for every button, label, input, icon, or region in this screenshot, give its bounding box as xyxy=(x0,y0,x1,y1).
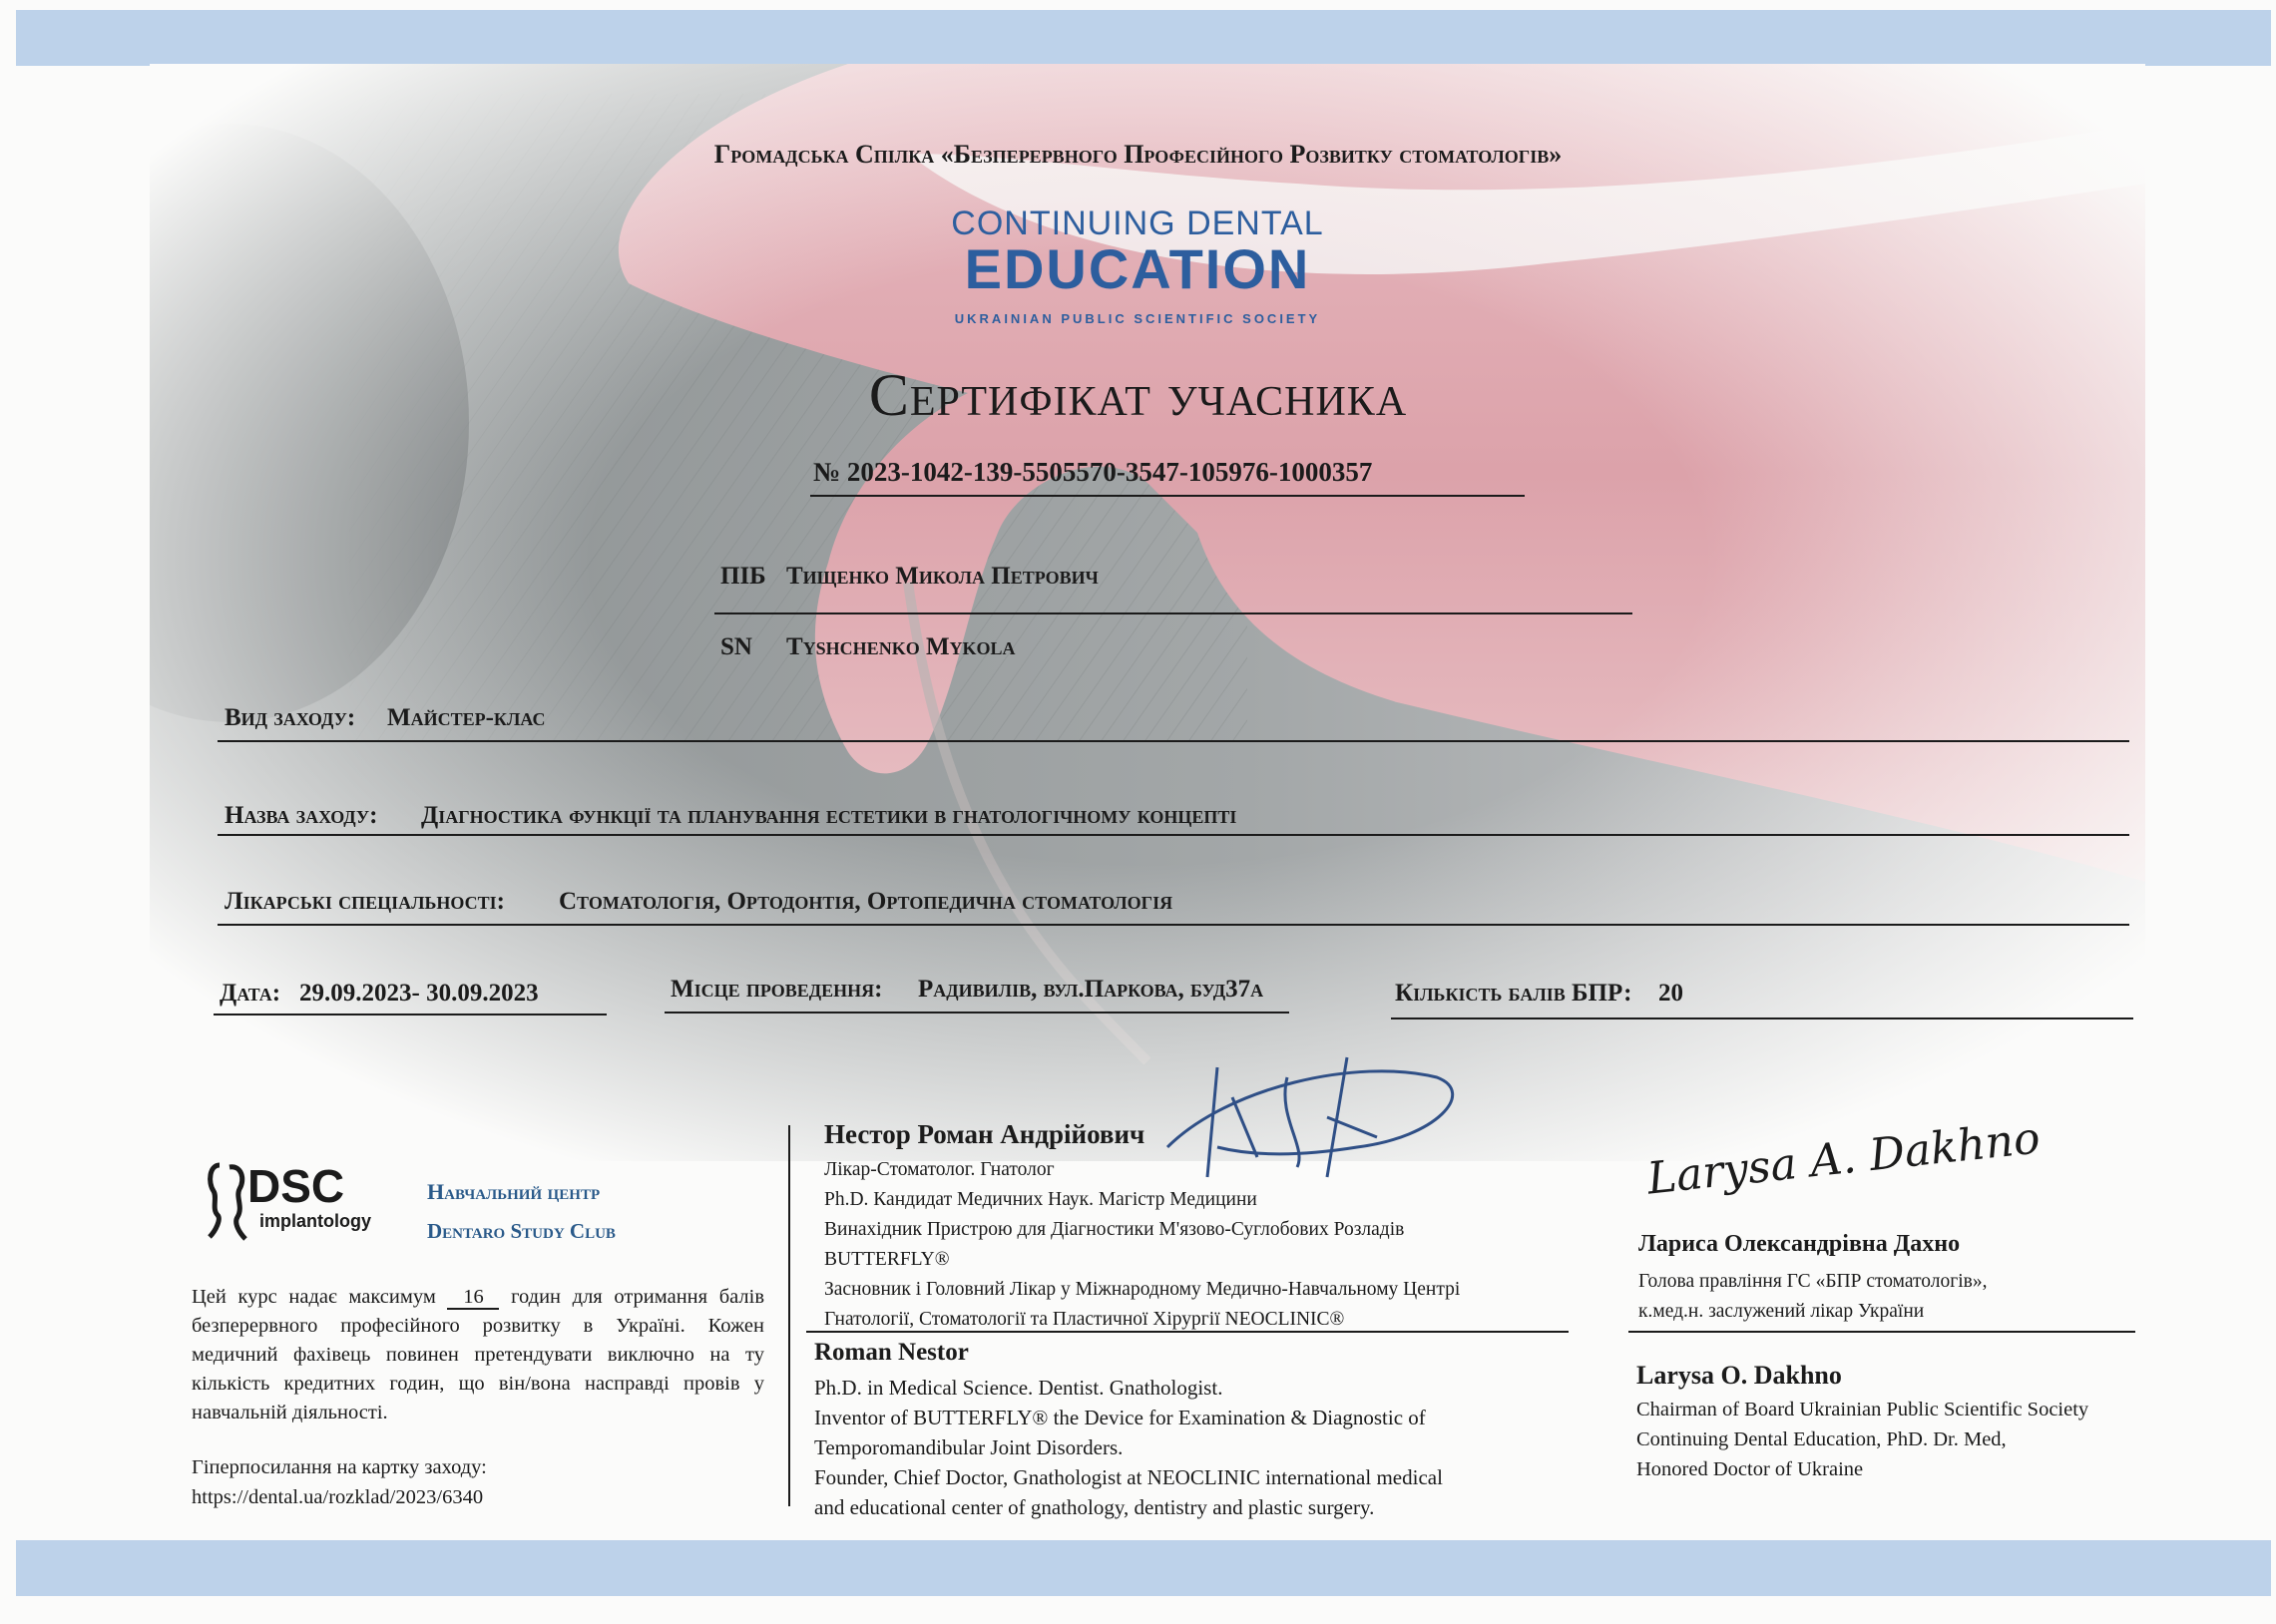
organization-name: Громадська Спілка «Безперервного Професійного Розвитку стоматологів» xyxy=(713,140,1563,169)
event-type: Майстер-клас xyxy=(387,704,546,731)
place-underline xyxy=(665,1012,1289,1014)
signatory1-en-line-3: Temporomandibular Joint Disorders. xyxy=(814,1435,1124,1459)
event-place: Радивилів, вул.Паркова, буд37а xyxy=(918,976,1264,1003)
event-title-underline xyxy=(218,834,2129,836)
dsc-logo-sub: implantology xyxy=(259,1211,371,1231)
points-underline xyxy=(1391,1017,2133,1019)
cde-logo xyxy=(938,205,1337,326)
signatory1-name-ua: Нестор Роман Андрійович xyxy=(824,1119,1145,1149)
signatory1-ua-line-1: Лікар-Стоматолог. Гнатолог xyxy=(824,1159,1055,1180)
dsc-implantology-logo xyxy=(200,1157,379,1247)
place-label: Місце проведення: xyxy=(671,976,883,1003)
hyperlink-label: Гіперпосилання на картку заходу: xyxy=(192,1456,487,1478)
date-underline xyxy=(214,1014,607,1015)
specialties-underline xyxy=(218,924,2129,926)
event-title: Діагностика функції та планування естетики в гнатологічному концепті xyxy=(421,802,1237,829)
signatory1-en-line-2: Inventor of BUTTERFLY® the Device for Examination & Diagnostic of xyxy=(814,1406,1426,1429)
participant-sn: Tyshchenko Mykola xyxy=(786,633,1016,660)
course-hours: 16 xyxy=(447,1286,499,1310)
signatory2-ua-line-1: Голова правління ГС «БПР стоматологів», xyxy=(1638,1271,1988,1292)
dakhno-signature: Larysa A. Dakhno xyxy=(1644,1112,2043,1205)
specialties: Стоматологія, Ортодонтія, Ортопедична стоматологія xyxy=(559,888,1173,915)
event-title-label: Назва заходу: xyxy=(225,802,378,829)
signatory1-ua-line-4: BUTTERFLY® xyxy=(824,1249,950,1270)
signatory2-ua-line-2: к.мед.н. заслужений лікар України xyxy=(1638,1301,1925,1322)
signatory1-underline xyxy=(806,1331,1569,1333)
dsc-logo-main: DSC xyxy=(247,1160,345,1212)
signatory2-name-en: Larysa O. Dakhno xyxy=(1636,1361,1842,1390)
top-decorative-band xyxy=(16,10,2271,66)
points-value: 20 xyxy=(1658,980,1683,1007)
bottom-decorative-band xyxy=(16,1540,2271,1596)
date-label: Дата: xyxy=(220,980,281,1007)
course-info-before: Цей курс надає максимум xyxy=(192,1286,436,1308)
course-info-text xyxy=(192,1283,764,1427)
signatory2-name-ua: Лариса Олександрівна Дахно xyxy=(1638,1231,1961,1257)
signatory1-en-line-1: Ph.D. in Medical Science. Dentist. Gnathologist. xyxy=(814,1376,1223,1400)
signatory1-ua-line-6: Гнатології, Стоматології та Пластичної Хірургії NEOCLINIC® xyxy=(824,1309,1345,1330)
signatory2-en-line-1: Chairman of Board Ukrainian Public Scientific Society xyxy=(1636,1399,2089,1421)
signatory1-divider xyxy=(788,1125,790,1506)
signatory1-credentials-en xyxy=(814,1373,1443,1522)
course-info-after: годин для отримання балів безперервного професійного розвитку в Україні. Кожен медичний фахівець повинен претендувати виключно на ту кількість кредитних годин, що він/вона насправді провів у навчальній діяльності. xyxy=(192,1286,765,1423)
signatory2-en-line-3: Honored Doctor of Ukraine xyxy=(1636,1458,1864,1480)
event-type-underline xyxy=(218,740,2129,742)
points-label: Кількість балів БПР: xyxy=(1395,980,1632,1007)
event-type-label: Вид заходу: xyxy=(225,704,356,731)
training-center-label: Навчальний центр xyxy=(427,1179,601,1204)
logo-line-2: EDUCATION xyxy=(964,237,1311,300)
signatory2-credentials-ua xyxy=(1638,1267,1987,1327)
number-underline xyxy=(810,495,1525,497)
participant-name: Тищенко Микола Петрович xyxy=(786,563,1099,590)
certificate-number: № 2023-1042-139-5505570-3547-105976-1000357 xyxy=(813,457,1373,487)
signatory1-credentials-ua xyxy=(824,1155,1460,1335)
signatory1-en-line-4: Founder, Chief Doctor, Gnathologist at NEOCLINIC international medical xyxy=(814,1465,1443,1489)
certificate-title: Сертифікат учасника xyxy=(868,362,1408,428)
signatory1-ua-line-5: Засновник і Головний Лікар у Міжнародному Медично-Навчальному Центрі xyxy=(824,1279,1461,1300)
signatory1-ua-line-2: Ph.D. Кандидат Медичних Наук. Магістр Медицини xyxy=(824,1189,1257,1210)
logo-line-3: UKRAINIAN PUBLIC SCIENTIFIC SOCIETY xyxy=(954,311,1321,326)
specialties-label: Лікарські спеціальності: xyxy=(225,888,505,915)
signatory2-en-line-2: Continuing Dental Education, PhD. Dr. Med, xyxy=(1636,1428,2007,1450)
training-center-name: Dentaro Study Club xyxy=(427,1219,616,1243)
name-label: ПІБ xyxy=(720,563,766,590)
signatory2-underline xyxy=(1628,1331,2135,1333)
signatory1-en-line-5: and educational center of gnathology, dentistry and plastic surgery. xyxy=(814,1495,1375,1519)
event-hyperlink[interactable]: https://dental.ua/rozklad/2023/6340 xyxy=(192,1486,484,1508)
event-date: 29.09.2023- 30.09.2023 xyxy=(299,980,539,1007)
signatory1-name-en: Roman Nestor xyxy=(814,1339,969,1366)
sn-label: SN xyxy=(720,633,752,660)
logo-line-1: CONTINUING DENTAL xyxy=(951,204,1324,242)
signatory2-credentials-en xyxy=(1636,1395,2088,1484)
name-underline xyxy=(714,612,1632,614)
signatory1-ua-line-3: Винахідник Пристрою для Діагностики М'язово-Суглобових Розладів xyxy=(824,1219,1405,1240)
